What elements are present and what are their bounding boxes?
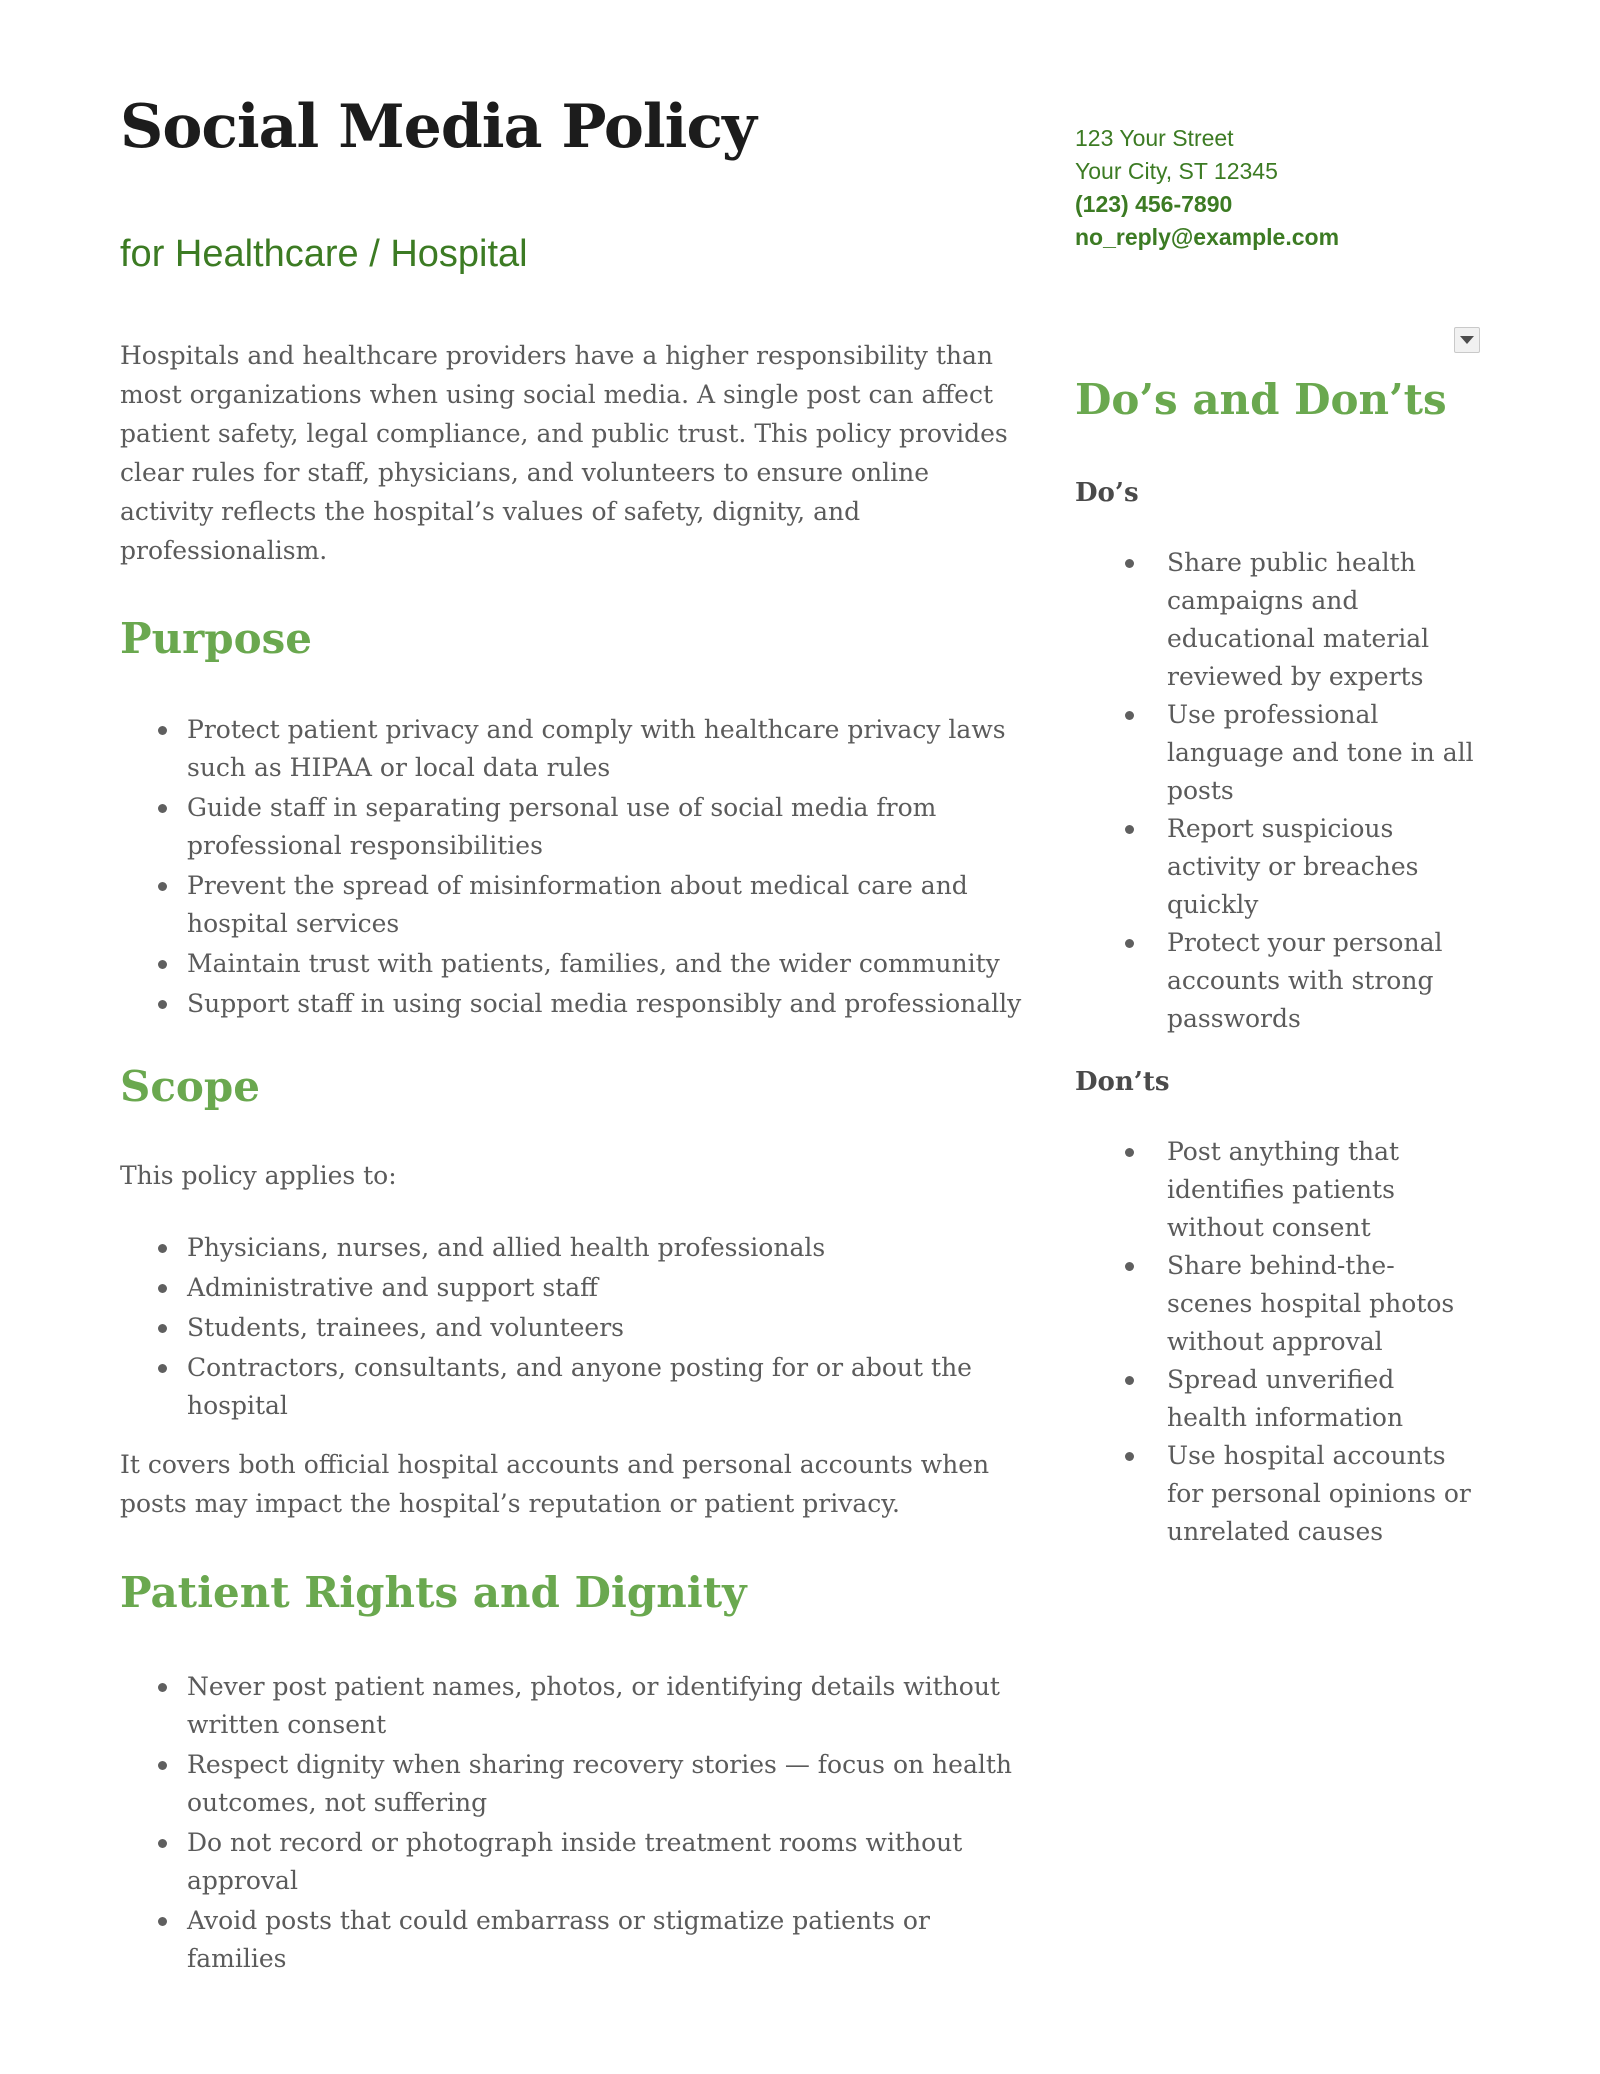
donts-subheading: Don’ts (1075, 1067, 1170, 1097)
sidebar-column (1075, 0, 1475, 1551)
purpose-list (120, 711, 1025, 1023)
list-item: Use hospital accounts for personal opinions or unrelated causes (1167, 1437, 1475, 1551)
page-title: Social Media Policy (120, 92, 756, 162)
page-subtitle: for Healthcare / Hospital (120, 233, 528, 275)
dos-subheading: Do’s (1075, 478, 1139, 508)
list-item: Post anything that identifies patients without consent (1167, 1133, 1475, 1247)
list-item: Prevent the spread of misinformation about medical care and hospital services (187, 867, 1025, 943)
contact-phone: (123) 456-7890 (1075, 191, 1233, 217)
contact-address-line2: Your City, ST 12345 (1075, 158, 1278, 184)
list-item: Spread unverified health information (1167, 1361, 1475, 1437)
scope-lead-paragraph: This policy applies to: (120, 1161, 397, 1190)
main-column (120, 0, 1025, 1980)
list-item: Avoid posts that could embarrass or stigmatize patients or families (187, 1902, 1025, 1978)
chevron-down-icon (1460, 336, 1474, 344)
section-heading-patient-rights: Patient Rights and Dignity (120, 1568, 747, 1617)
contact-address-line1: 123 Your Street (1075, 125, 1234, 151)
list-item: Do not record or photograph inside treatment rooms without approval (187, 1824, 1025, 1900)
list-item: Contractors, consultants, and anyone posting for or about the hospital (187, 1349, 1025, 1425)
list-item: Protect patient privacy and comply with healthcare privacy laws such as HIPAA or local data rules (187, 711, 1025, 787)
list-item: Maintain trust with patients, families, and the wider community (187, 945, 1025, 983)
list-item: Share behind-the-scenes hospital photos without approval (1167, 1247, 1475, 1361)
patient-rights-list (120, 1668, 1025, 1978)
dos-list (1075, 544, 1475, 1038)
scope-closing-paragraph: It covers both official hospital accounts and personal accounts when posts may impact the hospital’s reputation or patient privacy. (120, 1450, 990, 1518)
list-item: Respect dignity when sharing recovery stories — focus on health outcomes, not suffering (187, 1746, 1025, 1822)
dropdown-toggle[interactable] (1454, 327, 1480, 353)
section-heading-purpose: Purpose (120, 614, 312, 663)
donts-list (1075, 1133, 1475, 1551)
list-item: Guide staff in separating personal use of social media from professional responsibilities (187, 789, 1025, 865)
list-item: Share public health campaigns and educational material reviewed by experts (1167, 544, 1475, 696)
intro-paragraph: Hospitals and healthcare providers have a higher responsibility than most organizations when using social media. A single post can affect patient safety, legal compliance, and public trust. This policy provides clear rules for staff, physicians, and volunteers to ensure online activity reflects the hospital’s values of safety, dignity, and professionalism. (120, 341, 1008, 565)
contact-block (1075, 122, 1475, 254)
list-item: Support staff in using social media responsibly and professionally (187, 985, 1025, 1023)
list-item: Protect your personal accounts with strong passwords (1167, 924, 1475, 1038)
section-heading-scope: Scope (120, 1062, 261, 1111)
list-item: Report suspicious activity or breaches quickly (1167, 810, 1475, 924)
scope-list (120, 1229, 1025, 1425)
list-item: Never post patient names, photos, or identifying details without written consent (187, 1668, 1025, 1744)
list-item: Use professional language and tone in all posts (1167, 696, 1475, 810)
list-item: Students, trainees, and volunteers (187, 1309, 1025, 1347)
contact-email: no_reply@example.com (1075, 224, 1340, 250)
list-item: Administrative and support staff (187, 1269, 1025, 1307)
section-heading-dos-and-donts: Do’s and Don’ts (1075, 375, 1447, 424)
list-item: Physicians, nurses, and allied health professionals (187, 1229, 1025, 1267)
